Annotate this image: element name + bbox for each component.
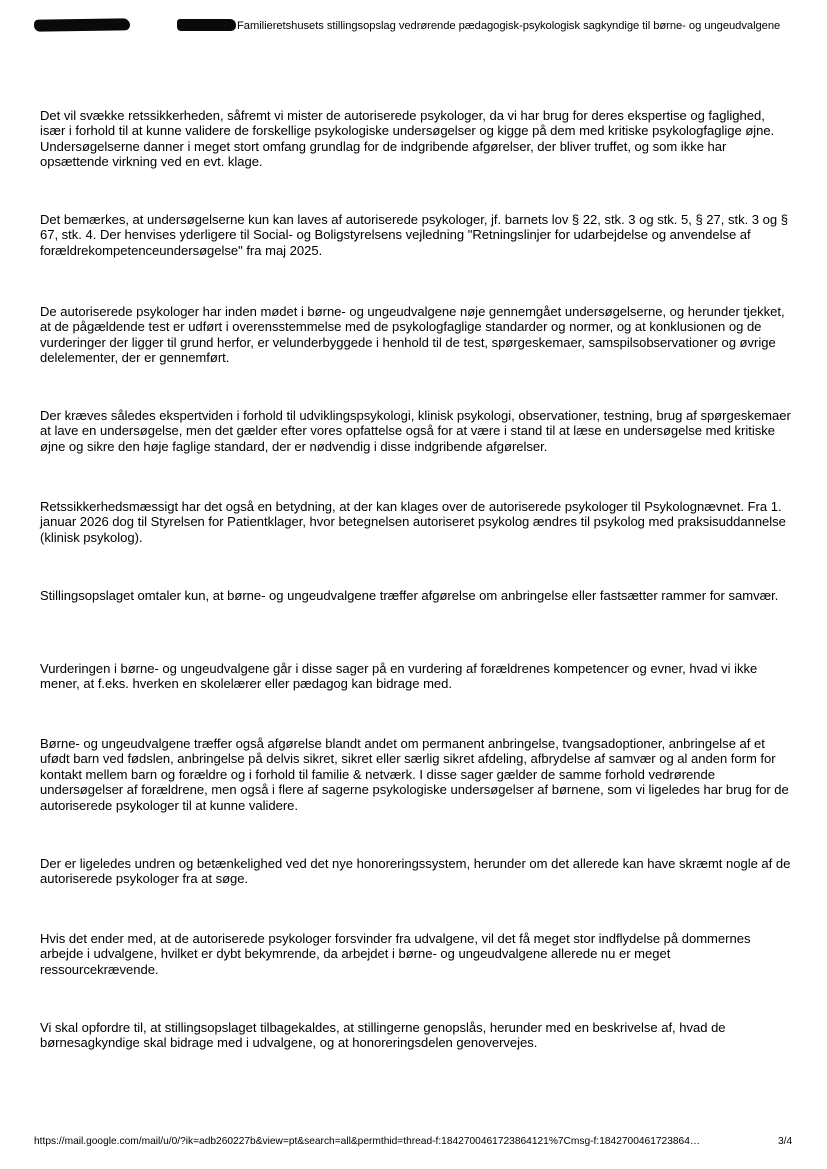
redacted-sender-mark [34, 18, 130, 31]
paragraph: Der kræves således ekspertviden i forhold til udviklingspsykologi, klinisk psykologi, observationer, testning, brug af spørgeskemaer at lave en undersøgelse, men det gælder efter vores opfattelse også for at være i stand til at læse en undersøgelse med kritiske øjne og sikre den høje faglige standard, der er nødvendig i disse indgribende afgørelser. [40, 408, 791, 454]
paragraph: Retssikkerhedsmæssigt har det også en betydning, at der kan klages over de autoriserede psykologer til Psykolognævnet. Fra 1. januar 2026 dog til Styrelsen for Patientklager, hvor betegnelsen autoriseret psykolog ændres til psykolog med praksisuddannelse (klinisk psykolog). [40, 499, 786, 545]
paragraph: De autoriserede psykologer har inden mødet i børne- og ungeudvalgene nøje gennemgået undersøgelserne, og herunder tjekket, at de pågældende test er udført i overensstemmelse med de psykologfaglige standarder og normer, og at konklusionen og de vurderinger der ligger til grund herfor, er velunderbyggede i henhold til de test, spørgeskemaer, samspilsobservationer og øvrige delelementer, der er gennemført. [40, 304, 785, 366]
source-url: https://mail.google.com/mail/u/0/?ik=adb260227b&view=pt&search=all&permthid=thread-f:1842700461723864121%7Cmsg-f:1842700461723864… [34, 1136, 701, 1147]
paragraph: Der er ligeledes undren og betænkelighed ved det nye honoreringssystem, herunder om det allerede kan have skræmt nogle af de autoriserede psykologer fra at søge. [40, 856, 791, 887]
paragraph: Vurderingen i børne- og ungeudvalgene går i disse sager på en vurdering af forældrenes kompetencer og evner, hvad vi ikke mener, at f.eks. hverken en skolelærer eller pædagog kan bidrage med. [40, 661, 758, 692]
print-header [0, 17, 827, 35]
print-footer [0, 1135, 827, 1149]
paragraph: Vi skal opfordre til, at stillingsopslaget tilbagekaldes, at stillingerne genopslås, herunder med en beskrivelse af, hvad de børnesagkyndige skal bidrage med i udvalgene, og at honoreringsdelen genovervejes. [40, 1020, 726, 1051]
paragraph: Det bemærkes, at undersøgelserne kun kan laves af autoriserede psykologer, jf. barnets lov § 22, stk. 3 og stk. 5, § 27, stk. 3 og § 67, stk. 4. Der henvises yderligere til Social- og Boligstyrelsens vejledning "Retningslinjer for udarbejdelse og anvendelse af forældrekompetenceundersøgelse" fra maj 2025. [40, 212, 788, 258]
paragraph: Det vil svække retssikkerheden, såfremt vi mister de autoriserede psykologer, da vi har brug for deres ekspertise og faglighed, især i forhold til at kunne validere de forskellige psykologiske undersøgelser og kigge på dem med kritiske psykologfaglige øjne. Undersøgelserne danner i meget stort omfang grundlag for de indgribende afgørelser, der bliver truffet, og som ikke har opsættende virkning ved en evt. klage. [40, 108, 775, 170]
email-subject-title: Familieretshusets stillingsopslag vedrørende pædagogisk-psykologisk sagkyndige til børne- og ungeudvalgene [237, 20, 781, 32]
page-number: 3/4 [778, 1136, 793, 1147]
redacted-date-mark [177, 19, 236, 31]
paragraph: Hvis det ender med, at de autoriserede psykologer forsvinder fra udvalgene, vil det få meget stor indflydelse på dommernes arbejde i udvalgene, hvilket er dybt bekymrende, da arbejdet i børne- og ungeudvalgene allerede nu er meget ressourcekrævende. [40, 931, 751, 977]
paragraph: Stillingsopslaget omtaler kun, at børne- og ungeudvalgene træffer afgørelse om anbringelse eller fastsætter rammer for samvær. [40, 588, 779, 603]
paragraph: Børne- og ungeudvalgene træffer også afgørelse blandt andet om permanent anbringelse, tvangsadoptioner, anbringelse af et ufødt barn ved fødslen, anbringelse på delvis sikret, sikret eller særlig sikret afdeling, afbrydelse af samvær og al anden form for kontakt mellem barn og forældre og i forhold til familie & netværk. I disse sager gælder de samme forhold vedrørende undersøgelser af forældrene, men også i flere af sagerne psykologiske undersøgelser af børnene, som vi ligeledes har brug for de autoriserede psykologer til at kunne validere. [40, 736, 789, 813]
